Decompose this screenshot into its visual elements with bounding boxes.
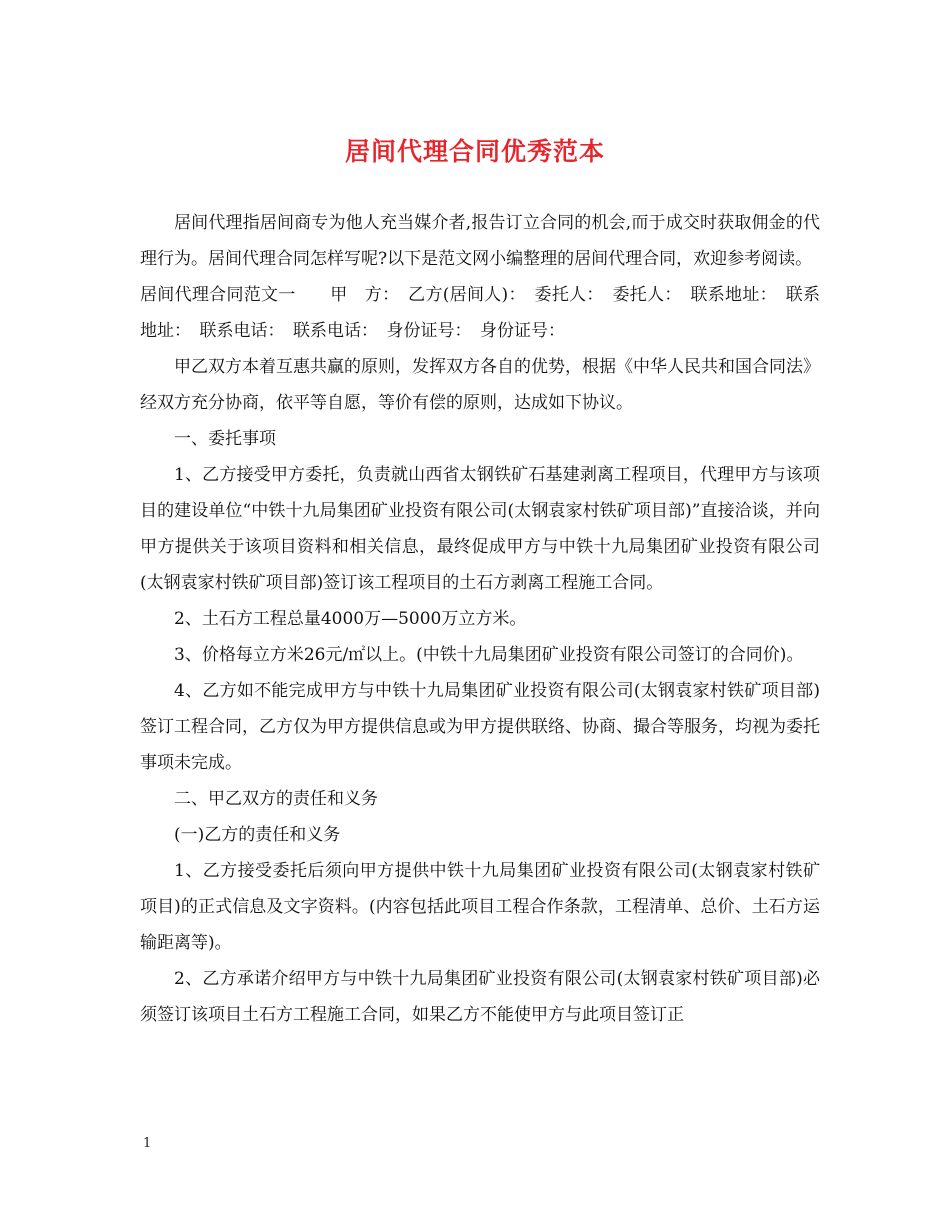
- clause-2-2: 2、乙方承诺介绍甲方与中铁十九局集团矿业投资有限公司(太钢袁家村铁矿项目部)必须签订该项目土石方工程施工合同，如果乙方不能使甲方与此项目签订正: [140, 969, 820, 1025]
- section-heading-1: 一、委托事项: [174, 429, 276, 449]
- document-body: [140, 205, 820, 1033]
- clause-1-3: 3、价格每立方米26元/㎡以上。(中铁十九局集团矿业投资有限公司签订的合同价)。: [174, 645, 804, 665]
- clause-1-1: 1、乙方接受甲方委托，负责就山西省太钢铁矿石基建剥离工程项目，代理甲方与该项目的建设单位“中铁十九局集团矿业投资有限公司(太钢袁家村铁矿项目部)”直接洽谈，并向甲方提供关于该项目资料和相关信息，最终促成甲方与中铁十九局集团矿业投资有限公司(太钢袁家村铁矿项目部)签订该工程项目的土石方剥离工程施工合同。: [140, 465, 820, 593]
- intro-paragraph: 居间代理指居间商专为他人充当媒介者,报告订立合同的机会,而于成交时获取佣金的代理行为。居间代理合同怎样写呢?以下是范文网小编整理的居间代理合同，欢迎参考阅读。: [140, 213, 820, 269]
- section-heading-2: 二、甲乙双方的责任和义务: [174, 789, 378, 809]
- clause-1-2: 2、土石方工程总量4000万—5000万立方米。: [174, 609, 527, 629]
- clause-1-4: 4、乙方如不能完成甲方与中铁十九局集团矿业投资有限公司(太钢袁家村铁矿项目部)签订工程合同，乙方仅为甲方提供信息或为甲方提供联络、协商、撮合等服务，均视为委托事项未完成。: [140, 681, 820, 773]
- clause-2-1: 1、乙方接受委托后须向甲方提供中铁十九局集团矿业投资有限公司(太钢袁家村铁矿项目)的正式信息及文字资料。(内容包括此项目工程合作条款，工程清单、总价、土石方运输距离等)。: [140, 861, 820, 953]
- parties-line: 居间代理合同范文一 甲 方： 乙方(居间人)： 委托人： 委托人： 联系地址： 联系地址： 联系电话： 联系电话： 身份证号： 身份证号：: [140, 285, 820, 341]
- preamble-paragraph: 甲乙双方本着互惠共赢的原则，发挥双方各自的优势，根据《中华人民共和国合同法》经双方充分协商，依平等自愿，等价有偿的原则，达成如下协议。: [140, 357, 820, 413]
- subsection-heading-2-1: (一)乙方的责任和义务: [174, 825, 341, 845]
- document-title: 居间代理合同优秀范本: [344, 137, 605, 166]
- page-number: 1: [143, 1136, 152, 1151]
